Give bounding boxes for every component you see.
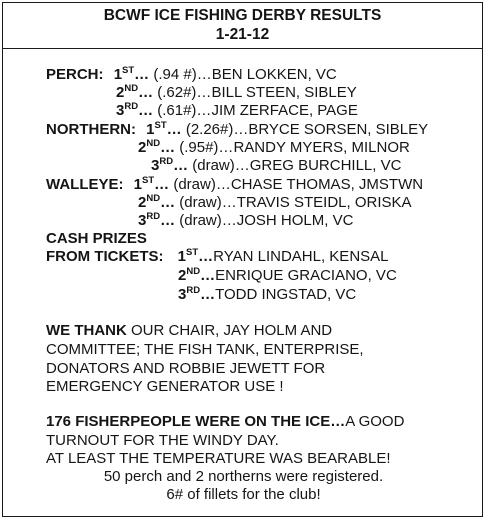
place-suffix: ND [146, 193, 161, 204]
place-suffix: ND [146, 138, 161, 149]
place-number: 2 [138, 139, 147, 156]
category-label: WALLEYE: [46, 176, 124, 193]
place-suffix: ND [124, 83, 139, 94]
winner-name: RANDY MYERS, MILNOR [233, 139, 410, 156]
turnout-line-4: 50 perch and 2 northerns were registered. [103, 468, 384, 485]
thanks-line-3: DONATORS AND ROBBIE JEWETT FOR [46, 360, 326, 377]
cash-place-3 [178, 286, 356, 304]
place-number: 3 [151, 157, 160, 174]
place-suffix: RD [124, 101, 139, 112]
place-dots: … [160, 139, 176, 156]
place-number: 3 [116, 102, 125, 119]
winner-name: JIM ZERFACE, PAGE [211, 102, 358, 119]
northern-place-2 [138, 139, 410, 157]
winner-name: BILL STEEN, SIBLEY [211, 84, 357, 101]
walleye-place-2 [138, 194, 412, 212]
place-number: 2 [138, 194, 147, 211]
thanks-text: OUR CHAIR, JAY HOLM AND [126, 322, 333, 339]
catch-detail: (.62#)… [153, 84, 212, 101]
winner-name: ENRIQUE GRACIANO, VC [215, 267, 397, 284]
turnout-line-5: 6# of fillets for the club! [166, 486, 321, 503]
place-dots: … [154, 176, 170, 193]
cash-heading: CASH PRIZES [46, 230, 147, 247]
turnout-line-3: AT LEAST THE TEMPERATURE WAS BEARABLE! [46, 450, 391, 467]
perch-place-3 [116, 102, 358, 120]
thanks-line-4: EMERGENCY GENERATOR USE ! [46, 378, 284, 395]
northern-place-1 [46, 121, 428, 139]
catch-detail: (draw)… [175, 212, 237, 229]
catch-detail: (2.26#)… [181, 121, 249, 138]
turnout-line-1 [46, 413, 404, 431]
cash-place-1 [46, 248, 389, 266]
thanks-line-1 [46, 322, 332, 340]
cash-place-2 [178, 267, 397, 285]
page-title: BCWF ICE FISHING DERBY RESULTS [103, 7, 382, 24]
place-suffix: ST [122, 65, 135, 76]
place-number: 2 [178, 267, 187, 284]
category-label: NORTHERN: [46, 121, 136, 138]
place-suffix: ST [186, 247, 199, 258]
winner-name: CHASE THOMAS, JMSTWN [230, 176, 424, 193]
northern-place-3 [151, 157, 401, 175]
place-suffix: RD [186, 285, 201, 296]
winner-name: RYAN LINDAHL, KENSAL [213, 248, 389, 265]
thanks-line-2: COMMITTEE; THE FISH TANK, ENTERPRISE, [46, 341, 364, 358]
header [3, 6, 482, 44]
place-dots: … [166, 121, 182, 138]
place-dots: … [173, 157, 189, 174]
winner-name: BRYCE SORSEN, SIBLEY [248, 121, 429, 138]
category-label: PERCH: [46, 66, 104, 83]
place-suffix: ND [186, 266, 201, 277]
place-suffix: ST [154, 120, 167, 131]
winner-name: BEN LOKKEN, VC [211, 66, 337, 83]
catch-detail: (.94 #)… [149, 66, 212, 83]
catch-detail: (draw)… [175, 194, 237, 211]
cash-subheading: FROM TICKETS: [46, 248, 164, 265]
walleye-place-3 [138, 212, 353, 230]
catch-detail: (.95#)… [175, 139, 234, 156]
place-dots: … [200, 286, 216, 303]
walleye-place-1 [46, 176, 423, 194]
place-number: 1 [113, 66, 123, 83]
place-number: 1 [177, 248, 187, 265]
place-dots: … [198, 248, 214, 265]
winner-name: GREG BURCHILL, VC [249, 157, 402, 174]
place-number: 2 [116, 84, 125, 101]
place-suffix: ST [142, 175, 155, 186]
thanks-lead: WE THANK [46, 322, 127, 339]
turnout-text: A GOOD [345, 413, 405, 430]
place-number: 3 [178, 286, 187, 303]
header-divider [3, 48, 482, 49]
winner-name: JOSH HOLM, VC [236, 212, 354, 229]
winner-name: TRAVIS STEIDL, ORISKA [236, 194, 412, 211]
catch-detail: (.61#)… [153, 102, 212, 119]
perch-place-2 [116, 84, 357, 102]
event-date: 1-21-12 [215, 26, 270, 43]
place-dots: … [200, 267, 216, 284]
place-suffix: RD [146, 211, 161, 222]
place-number: 3 [138, 212, 147, 229]
place-dots: … [160, 212, 176, 229]
turnout-line-2: TURNOUT FOR THE WINDY DAY. [46, 432, 279, 449]
place-dots: … [138, 102, 154, 119]
perch-place-1 [46, 66, 337, 84]
place-number: 1 [146, 121, 155, 138]
place-dots: … [134, 66, 150, 83]
place-suffix: RD [159, 156, 174, 167]
place-number: 1 [133, 176, 143, 193]
catch-detail: (draw)… [188, 157, 250, 174]
catch-detail: (draw)… [169, 176, 231, 193]
place-dots: … [138, 84, 154, 101]
winner-name: TODD INGSTAD, VC [215, 286, 357, 303]
place-dots: … [160, 194, 176, 211]
turnout-lead: 176 FISHERPEOPLE WERE ON THE ICE… [46, 413, 346, 430]
